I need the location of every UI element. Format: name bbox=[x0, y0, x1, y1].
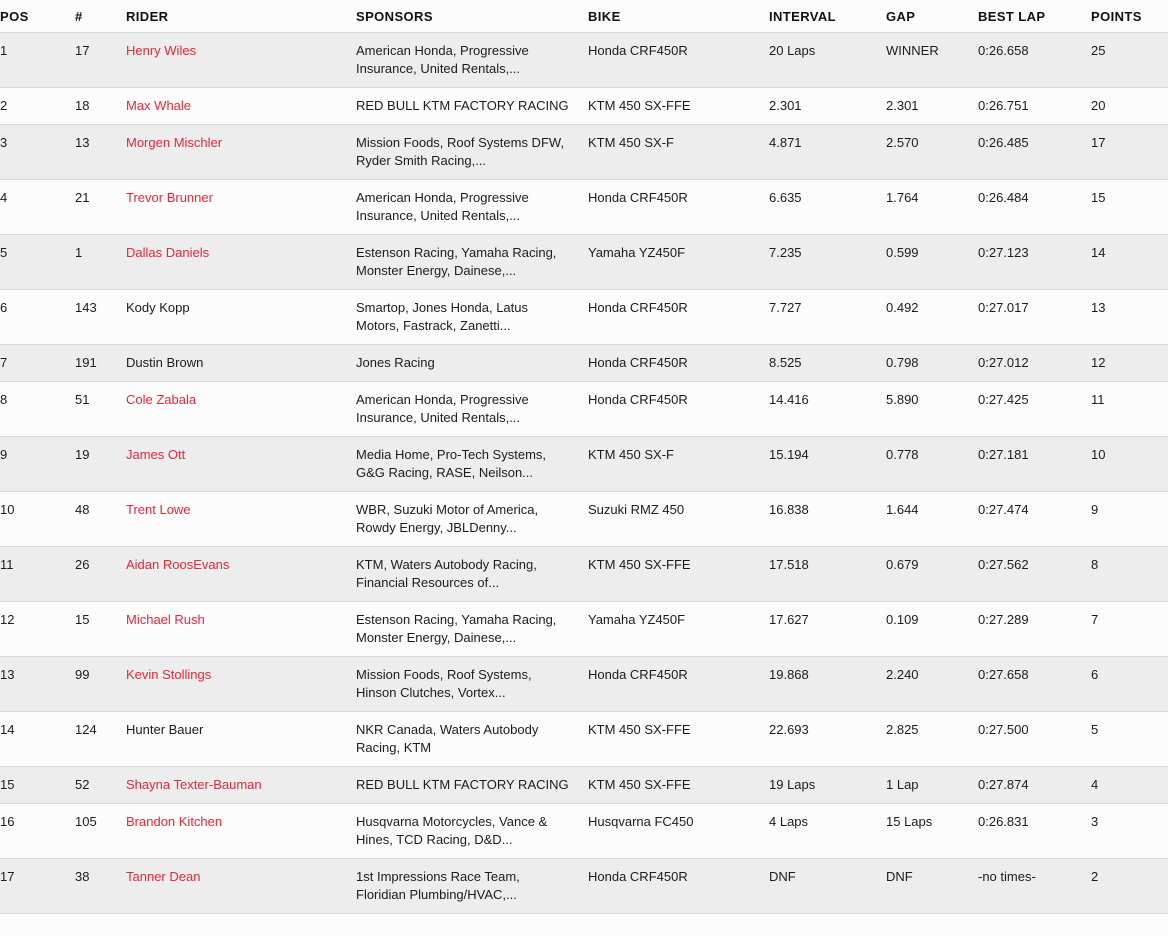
cell-interval: 14.416 bbox=[769, 392, 809, 407]
cell-points: 14 bbox=[1091, 245, 1106, 260]
cell-best-lap: 0:26.484 bbox=[978, 190, 1029, 205]
rider-name[interactable]: Kevin Stollings bbox=[126, 667, 212, 682]
cell-interval: 6.635 bbox=[769, 190, 802, 205]
cell-rider bbox=[126, 767, 356, 804]
cell-best-lap: 0:27.181 bbox=[978, 447, 1029, 462]
rider-name[interactable]: Michael Rush bbox=[126, 612, 205, 627]
cell-number: 1 bbox=[75, 245, 83, 260]
cell-bike: Honda CRF450R bbox=[588, 355, 688, 370]
cell-bike: Husqvarna FC450 bbox=[588, 814, 694, 829]
cell-number: 48 bbox=[75, 502, 90, 517]
cell-gap: 2.301 bbox=[886, 98, 919, 113]
cell-gap: 1 Lap bbox=[886, 777, 919, 792]
cell-position: 5 bbox=[0, 245, 8, 260]
cell-rider bbox=[126, 657, 356, 712]
cell-position: 4 bbox=[0, 190, 8, 205]
cell-number: 19 bbox=[75, 447, 90, 462]
cell-rider bbox=[126, 345, 356, 382]
cell-position: 14 bbox=[0, 722, 15, 737]
cell-bike: KTM 450 SX-F bbox=[588, 447, 674, 462]
rider-name[interactable]: Aidan RoosEvans bbox=[126, 557, 230, 572]
cell-bike: KTM 450 SX-FFE bbox=[588, 557, 691, 572]
cell-position: 2 bbox=[0, 98, 8, 113]
cell-gap: 0.679 bbox=[886, 557, 919, 572]
cell-interval: 17.518 bbox=[769, 557, 809, 572]
cell-number: 18 bbox=[75, 98, 90, 113]
cell-rider bbox=[126, 492, 356, 547]
column-header-gap: GAP bbox=[886, 0, 978, 33]
cell-gap: 2.570 bbox=[886, 135, 919, 150]
cell-number: 52 bbox=[75, 777, 90, 792]
cell-position: 7 bbox=[0, 355, 8, 370]
cell-bike: Honda CRF450R bbox=[588, 392, 688, 407]
cell-number: 38 bbox=[75, 869, 90, 884]
cell-bike: Yamaha YZ450F bbox=[588, 245, 686, 260]
cell-interval: 20 Laps bbox=[769, 43, 816, 58]
cell-rider bbox=[126, 125, 356, 180]
cell-position: 13 bbox=[0, 667, 15, 682]
cell-points: 20 bbox=[1091, 98, 1106, 113]
cell-bike: Honda CRF450R bbox=[588, 43, 688, 58]
cell-rider bbox=[126, 290, 356, 345]
rider-name[interactable]: Morgen Mischler bbox=[126, 135, 223, 150]
cell-interval: DNF bbox=[769, 869, 796, 884]
cell-bike: KTM 450 SX-FFE bbox=[588, 98, 691, 113]
cell-best-lap: 0:27.012 bbox=[978, 355, 1029, 370]
cell-number: 13 bbox=[75, 135, 90, 150]
cell-gap: 5.890 bbox=[886, 392, 919, 407]
cell-interval: 17.627 bbox=[769, 612, 809, 627]
cell-interval: 15.194 bbox=[769, 447, 809, 462]
rider-name: Dustin Brown bbox=[126, 355, 204, 370]
cell-bike: Honda CRF450R bbox=[588, 190, 688, 205]
cell-points: 17 bbox=[1091, 135, 1106, 150]
table-row bbox=[0, 712, 1168, 767]
column-header-number: # bbox=[75, 0, 126, 33]
cell-points: 10 bbox=[1091, 447, 1106, 462]
table-row bbox=[0, 290, 1168, 345]
table-header-row bbox=[0, 0, 1168, 33]
table-row bbox=[0, 88, 1168, 125]
cell-sponsors: 1st Impressions Race Team, Floridian Plumbing/HVAC,... bbox=[356, 869, 520, 902]
cell-interval: 4 Laps bbox=[769, 814, 809, 829]
cell-points: 3 bbox=[1091, 814, 1099, 829]
cell-gap: 2.825 bbox=[886, 722, 919, 737]
cell-best-lap: 0:27.562 bbox=[978, 557, 1029, 572]
table-row bbox=[0, 859, 1168, 914]
table-row bbox=[0, 602, 1168, 657]
cell-sponsors: Estenson Racing, Yamaha Racing, Monster Energy, Dainese,... bbox=[356, 245, 557, 278]
table-row bbox=[0, 804, 1168, 859]
cell-points: 11 bbox=[1091, 392, 1105, 407]
cell-best-lap: 0:27.500 bbox=[978, 722, 1029, 737]
cell-position: 16 bbox=[0, 814, 15, 829]
cell-sponsors: Estenson Racing, Yamaha Racing, Monster Energy, Dainese,... bbox=[356, 612, 557, 645]
column-header-pos: POS bbox=[0, 0, 75, 33]
cell-rider bbox=[126, 437, 356, 492]
cell-bike: KTM 450 SX-FFE bbox=[588, 777, 691, 792]
cell-sponsors: American Honda, Progressive Insurance, United Rentals,... bbox=[356, 392, 529, 425]
cell-best-lap: 0:26.658 bbox=[978, 43, 1029, 58]
cell-sponsors: Media Home, Pro-Tech Systems, G&G Racing, RASE, Neilson... bbox=[356, 447, 547, 480]
cell-points: 15 bbox=[1091, 190, 1106, 205]
cell-rider bbox=[126, 547, 356, 602]
cell-gap: 0.798 bbox=[886, 355, 919, 370]
rider-name[interactable]: Max Whale bbox=[126, 98, 192, 113]
cell-best-lap: 0:27.289 bbox=[978, 612, 1029, 627]
cell-number: 105 bbox=[75, 814, 97, 829]
cell-number: 191 bbox=[75, 355, 97, 370]
cell-interval: 4.871 bbox=[769, 135, 802, 150]
table-row bbox=[0, 437, 1168, 492]
rider-name[interactable]: Trent Lowe bbox=[126, 502, 191, 517]
cell-position: 3 bbox=[0, 135, 8, 150]
cell-position: 8 bbox=[0, 392, 8, 407]
cell-points: 25 bbox=[1091, 43, 1106, 58]
cell-best-lap: 0:27.474 bbox=[978, 502, 1029, 517]
column-header-points: POINTS bbox=[1091, 0, 1168, 33]
cell-points: 12 bbox=[1091, 355, 1106, 370]
cell-interval: 7.727 bbox=[769, 300, 802, 315]
table-row bbox=[0, 657, 1168, 712]
rider-name[interactable]: Trevor Brunner bbox=[126, 190, 213, 205]
cell-bike: KTM 450 SX-F bbox=[588, 135, 674, 150]
cell-rider bbox=[126, 382, 356, 437]
cell-sponsors: American Honda, Progressive Insurance, United Rentals,... bbox=[356, 43, 529, 76]
cell-gap: 0.599 bbox=[886, 245, 919, 260]
cell-best-lap: 0:26.831 bbox=[978, 814, 1029, 829]
cell-best-lap: 0:26.751 bbox=[978, 98, 1029, 113]
cell-best-lap: 0:27.658 bbox=[978, 667, 1029, 682]
cell-sponsors: RED BULL KTM FACTORY RACING bbox=[356, 98, 569, 113]
rider-name[interactable]: Brandon Kitchen bbox=[126, 814, 223, 829]
cell-position: 10 bbox=[0, 502, 15, 517]
cell-gap: 0.492 bbox=[886, 300, 919, 315]
table-row bbox=[0, 767, 1168, 804]
table-row bbox=[0, 492, 1168, 547]
column-header-interval: INTERVAL bbox=[769, 0, 886, 33]
cell-bike: Yamaha YZ450F bbox=[588, 612, 686, 627]
cell-bike: Honda CRF450R bbox=[588, 300, 688, 315]
cell-number: 21 bbox=[75, 190, 90, 205]
cell-position: 6 bbox=[0, 300, 8, 315]
cell-position: 15 bbox=[0, 777, 15, 792]
cell-sponsors: Mission Foods, Roof Systems, Hinson Clutches, Vortex... bbox=[356, 667, 532, 700]
cell-points: 7 bbox=[1091, 612, 1099, 627]
cell-gap: 15 Laps bbox=[886, 814, 933, 829]
rider-name[interactable]: Cole Zabala bbox=[126, 392, 197, 407]
cell-number: 124 bbox=[75, 722, 97, 737]
cell-points: 8 bbox=[1091, 557, 1099, 572]
column-header-bike: BIKE bbox=[588, 0, 769, 33]
table-row bbox=[0, 547, 1168, 602]
table-row bbox=[0, 33, 1168, 88]
cell-sponsors: KTM, Waters Autobody Racing, Financial Resources of... bbox=[356, 557, 537, 590]
column-header-rider: RIDER bbox=[126, 0, 356, 33]
cell-sponsors: Mission Foods, Roof Systems DFW, Ryder Smith Racing,... bbox=[356, 135, 565, 168]
column-header-best-lap: BEST LAP bbox=[978, 0, 1091, 33]
cell-gap: 0.109 bbox=[886, 612, 919, 627]
table-row bbox=[0, 125, 1168, 180]
cell-best-lap: 0:27.123 bbox=[978, 245, 1029, 260]
cell-sponsors: WBR, Suzuki Motor of America, Rowdy Energy, JBLDenny... bbox=[356, 502, 539, 535]
rider-name[interactable]: Shayna Texter-Bauman bbox=[126, 777, 262, 792]
cell-rider bbox=[126, 712, 356, 767]
cell-best-lap: 0:26.485 bbox=[978, 135, 1029, 150]
cell-interval: 16.838 bbox=[769, 502, 809, 517]
cell-position: 12 bbox=[0, 612, 15, 627]
cell-bike: Honda CRF450R bbox=[588, 667, 688, 682]
column-header-sponsors: SPONSORS bbox=[356, 0, 588, 33]
rider-name[interactable]: Dallas Daniels bbox=[126, 245, 210, 260]
cell-number: 17 bbox=[75, 43, 90, 58]
rider-name: Hunter Bauer bbox=[126, 722, 204, 737]
cell-best-lap: -no times- bbox=[978, 869, 1036, 884]
cell-gap: 1.644 bbox=[886, 502, 919, 517]
cell-sponsors: NKR Canada, Waters Autobody Racing, KTM bbox=[356, 722, 539, 755]
cell-position: 17 bbox=[0, 869, 15, 884]
cell-gap: DNF bbox=[886, 869, 913, 884]
cell-bike: Honda CRF450R bbox=[588, 869, 688, 884]
table-row bbox=[0, 382, 1168, 437]
cell-position: 9 bbox=[0, 447, 8, 462]
cell-interval: 7.235 bbox=[769, 245, 802, 260]
cell-rider bbox=[126, 602, 356, 657]
cell-rider bbox=[126, 88, 356, 125]
cell-best-lap: 0:27.425 bbox=[978, 392, 1029, 407]
cell-sponsors: American Honda, Progressive Insurance, United Rentals,... bbox=[356, 190, 529, 223]
rider-name: Kody Kopp bbox=[126, 300, 190, 315]
cell-rider bbox=[126, 180, 356, 235]
table-row bbox=[0, 345, 1168, 382]
cell-position: 11 bbox=[0, 557, 14, 572]
cell-number: 99 bbox=[75, 667, 90, 682]
cell-rider bbox=[126, 33, 356, 88]
cell-points: 6 bbox=[1091, 667, 1099, 682]
rider-name[interactable]: James Ott bbox=[126, 447, 186, 462]
cell-gap: 0.778 bbox=[886, 447, 919, 462]
rider-name[interactable]: Tanner Dean bbox=[126, 869, 201, 884]
cell-position: 1 bbox=[0, 43, 8, 58]
cell-gap: WINNER bbox=[886, 43, 939, 58]
cell-points: 4 bbox=[1091, 777, 1099, 792]
cell-number: 26 bbox=[75, 557, 90, 572]
table-row bbox=[0, 180, 1168, 235]
cell-gap: 2.240 bbox=[886, 667, 919, 682]
cell-points: 13 bbox=[1091, 300, 1106, 315]
cell-points: 5 bbox=[1091, 722, 1099, 737]
cell-bike: Suzuki RMZ 450 bbox=[588, 502, 685, 517]
cell-interval: 19.868 bbox=[769, 667, 809, 682]
rider-name[interactable]: Henry Wiles bbox=[126, 43, 197, 58]
cell-number: 143 bbox=[75, 300, 97, 315]
cell-interval: 22.693 bbox=[769, 722, 809, 737]
cell-number: 15 bbox=[75, 612, 90, 627]
cell-sponsors: Jones Racing bbox=[356, 355, 435, 370]
cell-interval: 2.301 bbox=[769, 98, 802, 113]
cell-interval: 19 Laps bbox=[769, 777, 816, 792]
cell-number: 51 bbox=[75, 392, 90, 407]
results-table-body bbox=[0, 33, 1168, 914]
cell-rider bbox=[126, 859, 356, 914]
cell-bike: KTM 450 SX-FFE bbox=[588, 722, 691, 737]
cell-interval: 8.525 bbox=[769, 355, 802, 370]
cell-gap: 1.764 bbox=[886, 190, 919, 205]
cell-rider bbox=[126, 804, 356, 859]
cell-best-lap: 0:27.017 bbox=[978, 300, 1029, 315]
cell-sponsors: Smartop, Jones Honda, Latus Motors, Fastrack, Zanetti... bbox=[356, 300, 528, 333]
table-row bbox=[0, 235, 1168, 290]
cell-best-lap: 0:27.874 bbox=[978, 777, 1029, 792]
cell-points: 9 bbox=[1091, 502, 1099, 517]
cell-rider bbox=[126, 235, 356, 290]
cell-sponsors: RED BULL KTM FACTORY RACING bbox=[356, 777, 569, 792]
cell-points: 2 bbox=[1091, 869, 1099, 884]
cell-sponsors: Husqvarna Motorcycles, Vance & Hines, TCD Racing, D&D... bbox=[356, 814, 548, 847]
